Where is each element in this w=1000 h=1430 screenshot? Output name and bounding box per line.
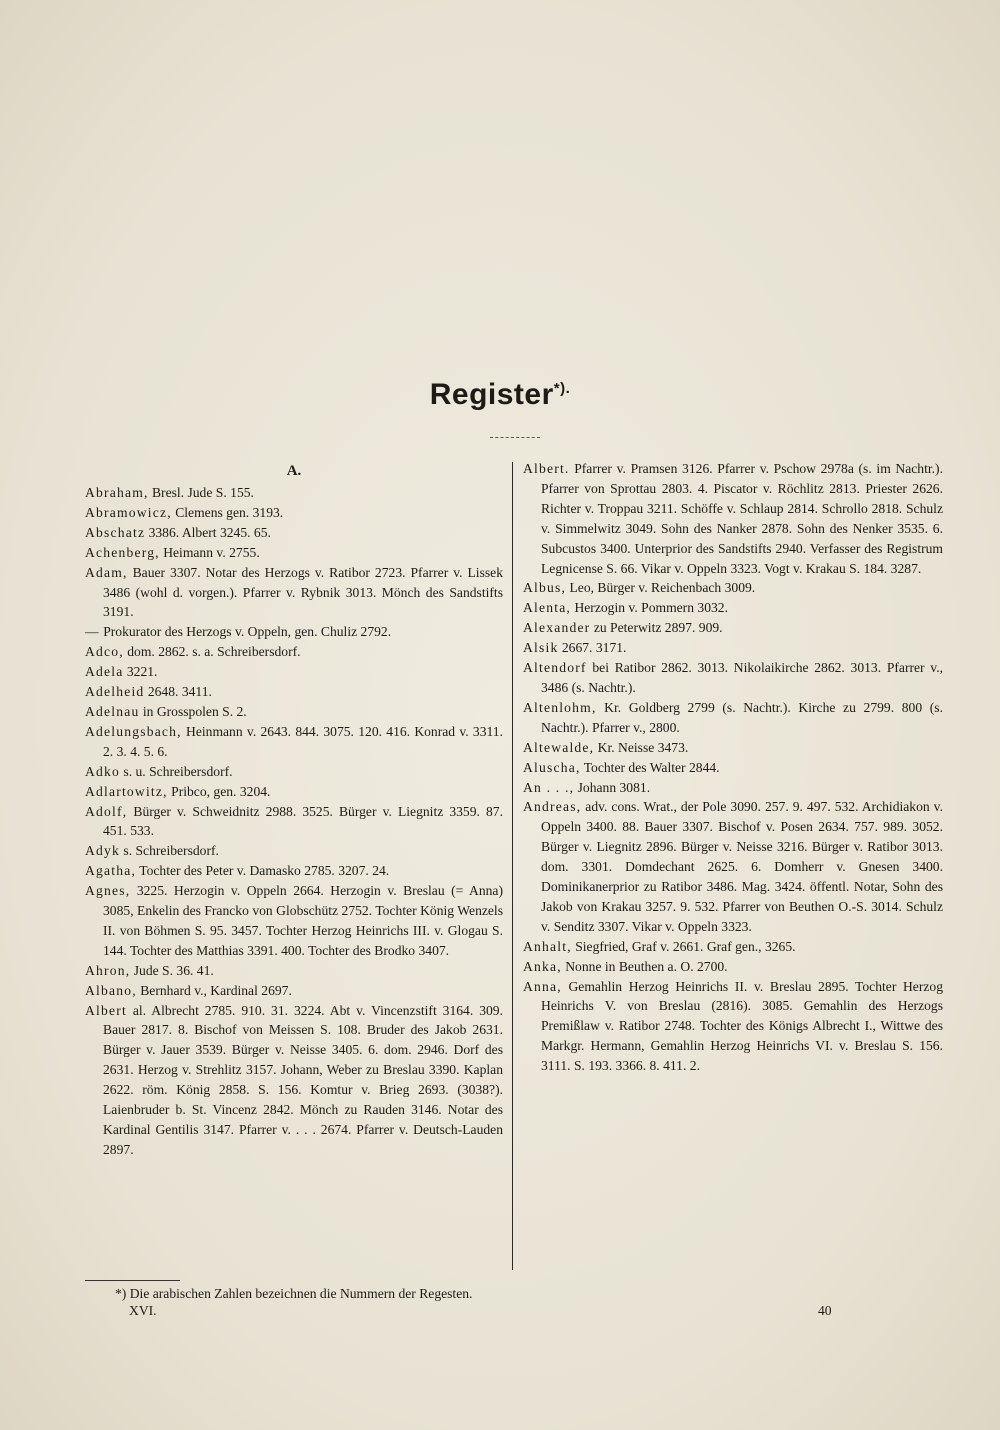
entry-keyword: Achenberg, (85, 544, 160, 560)
entry-text: Heinmann v. 2643. 844. 3075. 120. 416. Konrad v. 3311. 2. 3. 4. 5. 6. (103, 723, 503, 759)
entry-text: dom. 2862. s. a. Schreibersdorf. (123, 644, 301, 660)
column-divider (512, 462, 513, 1270)
register-entry (85, 841, 503, 861)
entry-keyword: Adelungsbach, (85, 723, 182, 739)
entry-keyword: Abschatz (85, 524, 146, 540)
entry-keyword: An . . ., (523, 779, 575, 795)
entry-text: Jude S. 36. 41. (130, 962, 214, 978)
register-entry (85, 642, 503, 662)
entry-keyword: — (85, 624, 100, 640)
register-entry (523, 698, 943, 738)
entry-keyword: Abramowicz, (85, 504, 172, 520)
entry-text: Tochter des Walter 2844. (580, 759, 720, 775)
register-entry (523, 758, 943, 778)
entry-keyword: Adyk (85, 843, 121, 859)
entry-text: Leo, Bürger v. Reichenbach 3009. (566, 580, 756, 596)
footnote-rule (85, 1280, 180, 1281)
register-entry (85, 961, 503, 981)
register-entry (523, 738, 943, 758)
register-entry (523, 797, 943, 936)
entry-keyword: Alenta, (523, 600, 572, 616)
register-entry (85, 762, 503, 782)
register-entry (523, 977, 943, 1077)
entry-text: zu Peterwitz 2897. 909. (590, 620, 723, 636)
entry-keyword: Andreas, (523, 799, 582, 815)
entry-keyword: Adam, (85, 564, 128, 580)
register-entry (523, 618, 943, 638)
title-text: Register (429, 378, 554, 411)
entry-keyword: Albert (85, 1002, 127, 1018)
entry-keyword: Agatha, (85, 863, 137, 879)
section-letter: A. (286, 463, 302, 479)
title-footnote-mark: *). (553, 380, 571, 397)
register-entry (85, 802, 503, 842)
entry-keyword: Alexander (523, 620, 591, 636)
entry-text: 2667. 3171. (558, 640, 627, 656)
entry-keyword: Aluscha, (523, 759, 581, 775)
entry-text: s. u. Schreibersdorf. (120, 763, 233, 779)
register-entry (523, 459, 943, 578)
register-entry (85, 722, 503, 762)
register-entry (523, 937, 943, 957)
entry-text: 3386. Albert 3245. 65. (145, 524, 271, 540)
register-entry (85, 682, 503, 702)
register-entry (85, 861, 503, 881)
title-decorative-rule (490, 437, 540, 438)
register-entry (85, 702, 503, 722)
register-entry (523, 638, 943, 658)
entry-text: 3221. (123, 664, 158, 680)
entry-keyword: Adolf, (85, 803, 128, 819)
entry-keyword: Anhalt, (523, 938, 572, 954)
entry-text: s. Schreibersdorf. (120, 843, 219, 859)
register-entry (85, 782, 503, 802)
entry-keyword: Altenlohm, (523, 699, 597, 715)
register-entry (85, 622, 503, 642)
entry-text: Gemahlin Herzog Heinrichs II. v. Breslau 2895. Tochter Herzog Heinrichs V. von Breslau (2816). 3085. Gemahlin des Herzogs Premißlaw v. Ratibor 2748. Tochter des Königs Albrecht I., Wittwe des Markgr. Hermann, Gemahlin Herzog Heinrichs VI. v. Breslau S. 156. 3111. S. 193. 3366. 8. 411. 2. (541, 978, 943, 1074)
right-column (523, 459, 943, 1076)
entry-keyword: Adela (85, 664, 124, 680)
entry-text: Bürger v. Schweidnitz 2988. 3525. Bürger v. Liegnitz 3359. 87. 451. 533. (103, 803, 503, 839)
entry-keyword: Altendorf (523, 660, 587, 676)
signature-mark: XVI. (129, 1303, 157, 1318)
register-entry (523, 658, 943, 698)
entry-text: 3225. Herzogin v. Oppeln 2664. Herzogin v. Breslau (= Anna) 3085, Enkelin des Francko von Globschütz 2752. Tochter König Wenzels II. von Böhmen S. 95. 3457. Tochter Herzog Heinrichs III. v. Glogau S. 144. Tochter des Matthias 3391. 400. Tochter des Brodko 3407. (103, 883, 503, 958)
entry-text: adv. cons. Wrat., der Pole 3090. 257. 9. 497. 532. Archidiakon v. Oppeln 3400. 88. Bauer 3307. Bischof v. Posen 2634. 757. 989. 3052. Bürger v. Liegnitz 2896. Bürger v. Neisse 3216. Bürger v. Ratibor 3013. dom. 3301. Domdechant 2625. 6. Domherr v. Gnesen 3400. Dominikanerprior zu Ratibor 3486. Mag. 3424. öffentl. Notar, Sohn des Jakob von Krakau 3257. 9. 532. Pfarrer von Beuthen O.-S. 3014. Schulz v. Senditz 3307. Vikar v. Oppeln 3323. (541, 799, 943, 934)
register-entry (85, 523, 503, 543)
left-entries (85, 483, 503, 1160)
page-number: 40 (818, 1303, 832, 1318)
entry-text: 2648. 3411. (144, 684, 212, 700)
entry-keyword: Adlartowitz, (85, 783, 168, 799)
left-column (85, 459, 503, 1160)
register-entry (85, 543, 503, 563)
register-entry (85, 503, 503, 523)
page-title (0, 378, 1000, 412)
register-entry (85, 483, 503, 503)
entry-keyword: Adco, (85, 644, 124, 660)
entry-text: in Grosspolen S. 2. (139, 703, 247, 719)
entry-text: Bernhard v., Kardinal 2697. (136, 982, 292, 998)
entry-keyword: Anka, (523, 958, 562, 974)
register-entry (85, 881, 503, 961)
entry-keyword: Albert. (523, 461, 570, 476)
entry-text: Kr. Goldberg 2799 (s. Nachtr.). Kirche zu 2799. 800 (s. Nachtr.). Pfarrer v., 2800. (541, 699, 943, 735)
entry-keyword: Alsik (523, 640, 559, 656)
entry-keyword: Agnes, (85, 883, 131, 899)
register-entry (523, 957, 943, 977)
entry-text: Kr. Neisse 3473. (594, 739, 689, 755)
entry-text: bei Ratibor 2862. 3013. Nikolaikirche 2862. 3013. Pfarrer v., 3486 (s. Nachtr.). (541, 660, 943, 695)
register-entry (523, 578, 943, 598)
entry-keyword: Albus, (523, 580, 567, 596)
entry-text: Tochter des Peter v. Damasko 2785. 3207. 24. (136, 863, 390, 879)
entry-text: Pfarrer v. Pramsen 3126. Pfarrer v. Pschow 2978a (s. im Nachtr.). Pfarrer von Sprottau 2803. 4. Piscator v. Röchlitz 2813. Priester 2626. Richter v. Troppau 3211. Schöffe v. Schlaup 2814. Schrollo 2818. Schulz v. Simmelwitz 3049. Sohn des Nanker 2878. Sohn des Nenker 3535. 6. Subcustos 3400. Unterprior des Sandstifts 2940. Verfasser des Registrum Legnicense S. 66. Vikar v. Oppeln 3323. Vogt v. Krakau S. 184. 3287. (541, 461, 943, 576)
register-entry (85, 563, 503, 623)
entry-text: Nonne in Beuthen a. O. 2700. (561, 958, 728, 974)
entry-keyword: Abraham, (85, 485, 149, 500)
register-entry (85, 981, 503, 1001)
entry-text: al. Albrecht 2785. 910. 31. 3224. Abt v. Vincenzstift 3164. 309. Bauer 2817. 8. Bischof von Meissen S. 108. Bruder des Jakob 2631. Bürger v. Jauer 3539. Bürger v. Neisse 3405. 6. dom. 2946. Dorf des 2631. Herzog v. Strehlitz 3157. Johann, Weber zu Breslau 3390. Kaplan 2622. röm. König 2858. S. 156. Komtur v. Brieg 2693. (3038?). Laienbruder b. St. Vincenz 2842. Mönch zu Rauden 3146. Notar des Kardinal Gentilis 3147. Pfarrer v. . . . 2674. Pfarrer v. Deutsch-Lauden 2897. (103, 1002, 503, 1157)
entry-keyword: Anna, (523, 978, 562, 994)
entry-text: Clemens gen. 3193. (171, 504, 284, 520)
entry-keyword: Ahron, (85, 962, 131, 978)
entry-text: Herzogin v. Pommern 3032. (571, 600, 728, 616)
entry-keyword: Adelheid (85, 684, 145, 700)
entry-keyword: Altewalde, (523, 739, 595, 755)
entry-text: Johann 3081. (574, 779, 651, 795)
entry-text: Pribco, gen. 3204. (167, 783, 271, 799)
register-entry (85, 662, 503, 682)
register-entry (523, 598, 943, 618)
register-entry (85, 1001, 503, 1160)
register-entry (523, 778, 943, 798)
entry-text: Siegfried, Graf v. 2661. Graf gen., 3265. (571, 938, 796, 954)
entry-keyword: Albano, (85, 982, 137, 998)
entry-text: Heimann v. 2755. (159, 544, 260, 560)
entry-text: Prokurator des Herzogs v. Oppeln, gen. Chuliz 2792. (99, 624, 392, 640)
footnote: *) Die arabischen Zahlen bezeichnen die Nummern der Regesten. (115, 1286, 473, 1301)
entry-keyword: Adko (85, 763, 121, 779)
entry-text: Bresl. Jude S. 155. (148, 485, 254, 500)
entry-text: Bauer 3307. Notar des Herzogs v. Ratibor 2723. Pfarrer v. Lissek 3486 (wohl d. vorgen.). Pfarrer v. Rybnik 3013. Mönch des Sandstifts 3191. (103, 564, 503, 620)
entry-keyword: Adelnau (85, 703, 140, 719)
right-entries (523, 459, 943, 1076)
